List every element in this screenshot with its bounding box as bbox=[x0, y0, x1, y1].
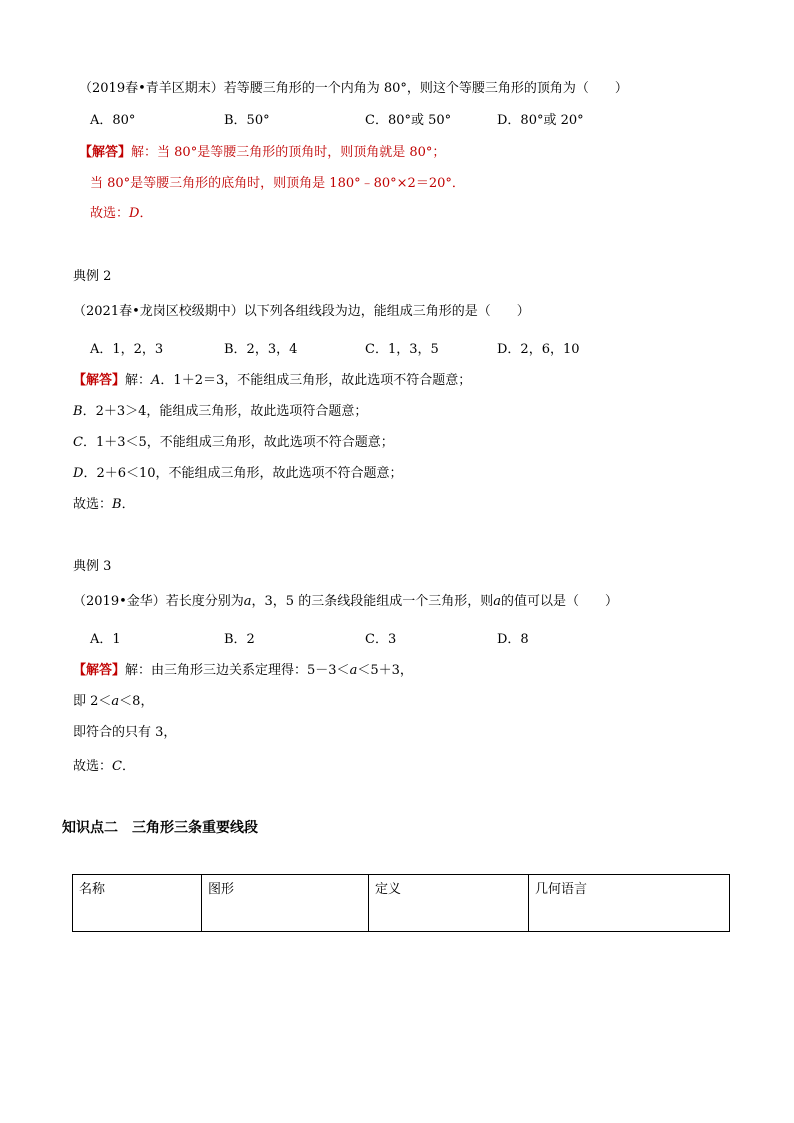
q3-answer-line-1 bbox=[73, 662, 413, 680]
q2-analysis-letter-a: A bbox=[151, 373, 161, 388]
answer-tag: 【解答】 bbox=[79, 145, 132, 160]
q2-analysis-letter-b: B bbox=[73, 404, 83, 419]
q1-final-letter: D bbox=[129, 206, 140, 221]
q1-answer-text-1: 解：当 80°是等腰三角形的顶角时，则顶角就是 80°； bbox=[131, 145, 446, 160]
q2-analysis-text-b: ．2＋3＞4，能组成三角形，故此选项符合题意； bbox=[82, 404, 368, 419]
answer-tag: 【解答】 bbox=[73, 663, 126, 678]
q2-choice-b: B．2，3，4 bbox=[224, 342, 298, 357]
example-2-label: 典例 2 bbox=[73, 269, 112, 284]
table-row bbox=[73, 875, 730, 932]
q3-answer-line-3: 即符合的只有 3， bbox=[73, 725, 177, 740]
q3-choice-c: C．3 bbox=[365, 632, 397, 647]
q2-analysis-b bbox=[73, 403, 367, 421]
q3-choice-b: B．2 bbox=[224, 632, 255, 647]
q3-stem-part-2: ，3，5 的三条线段能组成一个三角形，则 bbox=[251, 594, 494, 609]
q2-choice-d: D．2，6，10 bbox=[497, 342, 580, 357]
q2-final-end: ． bbox=[121, 497, 135, 512]
q2-analysis-letter-c: C bbox=[73, 435, 83, 450]
q3-choice-d: D．8 bbox=[497, 632, 529, 647]
q1-answer-final bbox=[90, 205, 152, 223]
answer-tag: 【解答】 bbox=[73, 373, 126, 388]
q3-answer-final bbox=[73, 758, 135, 776]
table-header-geometric-language: 几何语言 bbox=[529, 875, 730, 932]
q3-answer-part-2: ＜5＋3， bbox=[357, 663, 413, 678]
q1-answer-line-2: 当 80°是等腰三角形的底角时，则顶角是 180°﹣80°×2＝20°． bbox=[90, 176, 465, 191]
q2-stem: （2021春•龙岗区校级期中）以下列各组线段为边，能组成三角形的是（ ） bbox=[73, 304, 530, 319]
q2-choices bbox=[0, 341, 794, 359]
q2-analysis-text-c: ．1＋3＜5，不能组成三角形，故此选项不符合题意； bbox=[82, 435, 394, 450]
q2-final-prefix: 故选： bbox=[73, 497, 113, 512]
q2-analysis-d bbox=[73, 465, 403, 483]
q1-answer-line-1 bbox=[79, 144, 445, 162]
q3-answer-part-1: 解：由三角形三边关系定理得：5－3＜ bbox=[125, 663, 350, 678]
q2-analysis-letter-d: D bbox=[73, 466, 84, 481]
q3-answer-line-2 bbox=[73, 693, 153, 711]
q1-stem: （2019春•青羊区期末）若等腰三角形的一个内角为 80°，则这个等腰三角形的顶角为（ ） bbox=[79, 81, 628, 96]
q1-choice-a: A．80° bbox=[90, 113, 136, 128]
q3-stem-part-3: 的值可以是（ ） bbox=[500, 594, 618, 609]
q3-stem-var-2: a bbox=[493, 594, 501, 609]
q2-analysis-c bbox=[73, 434, 394, 452]
q3-choice-a: A．1 bbox=[90, 632, 121, 647]
q3-answer-var-2: a bbox=[111, 694, 120, 709]
q2-choice-a: A．1，2，3 bbox=[90, 342, 164, 357]
q1-choice-c: C．80°或 50° bbox=[365, 113, 452, 128]
q2-analysis-text-a: ．1＋2＝3，不能组成三角形，故此选项不符合题意； bbox=[160, 373, 472, 388]
q2-final-letter: B bbox=[112, 497, 122, 512]
table-header-name: 名称 bbox=[73, 875, 202, 932]
table-header-definition: 定义 bbox=[369, 875, 529, 932]
q3-stem bbox=[73, 593, 618, 611]
q3-answer-part-3: 即 2＜ bbox=[73, 694, 112, 709]
q3-final-prefix: 故选： bbox=[73, 759, 113, 774]
table-header-figure: 图形 bbox=[202, 875, 369, 932]
q3-final-letter: C bbox=[112, 759, 122, 774]
knowledge-table bbox=[72, 874, 730, 932]
q2-answer-line-1 bbox=[73, 372, 471, 390]
q1-choices bbox=[0, 112, 794, 130]
section-title: 知识点二 三角形三条重要线段 bbox=[62, 820, 258, 836]
q2-choice-c: C．1，3，5 bbox=[365, 342, 439, 357]
q1-final-prefix: 故选： bbox=[90, 206, 130, 221]
example-3-label: 典例 3 bbox=[73, 559, 112, 574]
q3-stem-part-1: （2019•金华）若长度分别为 bbox=[73, 594, 244, 609]
q3-final-end: ． bbox=[121, 759, 135, 774]
q3-answer-part-4: ＜8， bbox=[119, 694, 154, 709]
q2-answer-prefix: 解： bbox=[125, 373, 152, 388]
q3-answer-var-1: a bbox=[349, 663, 358, 678]
q3-stem-var-1: a bbox=[243, 594, 252, 609]
q1-choice-d: D．80°或 20° bbox=[497, 113, 584, 128]
q2-answer-final bbox=[73, 496, 135, 514]
q1-choice-b: B．50° bbox=[224, 113, 270, 128]
q2-analysis-text-d: ．2＋6＜10，不能组成三角形，故此选项不符合题意； bbox=[83, 466, 403, 481]
q1-final-end: ． bbox=[139, 206, 153, 221]
q3-choices bbox=[0, 631, 794, 649]
